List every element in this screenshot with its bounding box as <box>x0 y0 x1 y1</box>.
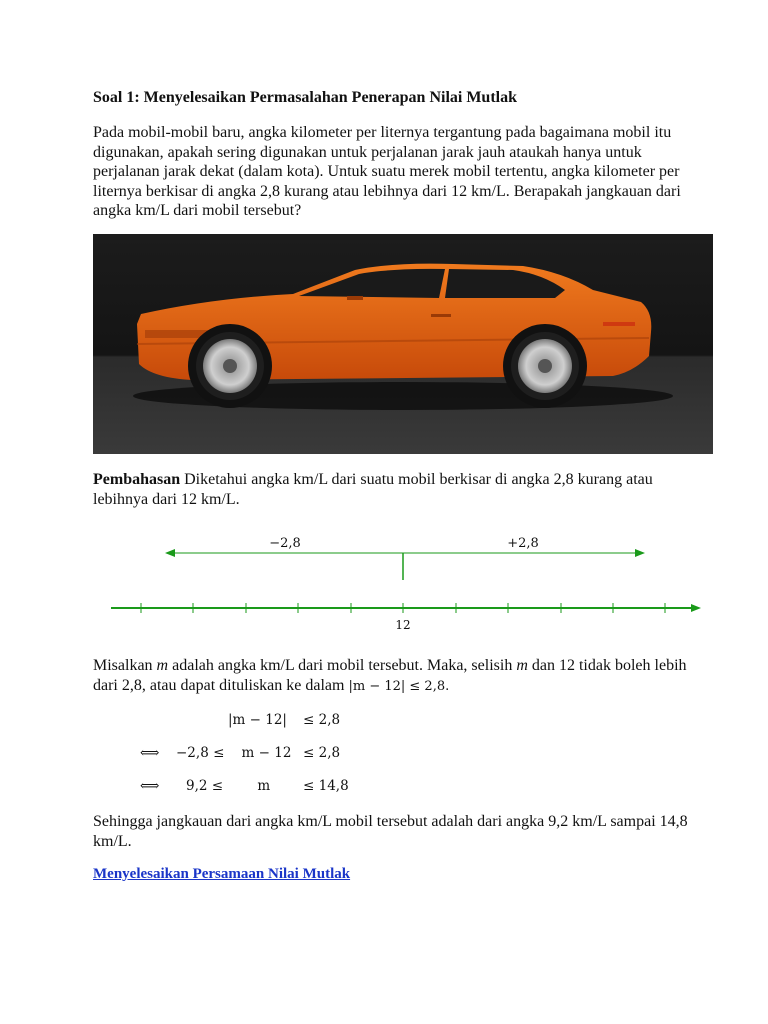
right-offset-label: +2,8 <box>507 536 539 551</box>
inline-inequality: |m − 12| ≤ 2,8. <box>348 678 450 694</box>
discussion-text: Diketahui angka km/L dari suatu mobil berkisar di angka 2,8 kurang atau lebihnya dari 12 km/L. <box>93 471 653 508</box>
equation-3-left: 9,2 ≤ m <box>186 778 271 794</box>
right-arrowhead <box>635 549 645 557</box>
problem-title: Soal 1: Menyelesaikan Permasalahan Penerapan Nilai Mutlak <box>93 89 517 106</box>
discussion-heading: Pembahasan <box>93 471 181 488</box>
equation-2-left: −2,8 ≤ m − 12 <box>176 745 292 761</box>
equation-2-prefix: ⟺ <box>140 745 160 761</box>
equation-3-right: ≤ 14,8 <box>303 778 349 794</box>
discussion-paragraph <box>93 470 693 509</box>
para3-text-1: Misalkan <box>93 657 157 674</box>
orange-muscle-car-image <box>93 234 713 454</box>
equation-2-right: ≤ 2,8 <box>303 745 341 761</box>
equation-3-prefix: ⟺ <box>140 778 160 794</box>
para3-text-3: dan 12 tidak boleh lebih dari 2,8, atau dapat dituliskan ke dalam <box>93 657 687 694</box>
equation-1-left: |m − 12| <box>228 712 287 728</box>
variable-paragraph <box>93 656 693 696</box>
equation-1-right: ≤ 2,8 <box>303 712 341 728</box>
car-illustration <box>93 234 713 454</box>
center-tick-label: 12 <box>395 618 411 632</box>
next-topic-link[interactable]: Menyelesaikan Persamaan Nilai Mutlak <box>93 866 351 882</box>
left-offset-label: −2,8 <box>269 536 301 551</box>
left-arrowhead <box>165 549 175 557</box>
number-line-diagram <box>93 528 713 638</box>
variable-m: m <box>156 657 169 674</box>
conclusion-paragraph: Sehingga jangkauan dari angka km/L mobil tersebut adalah dari angka 9,2 km/L sampai 14,8 km/L. <box>93 813 688 850</box>
problem-paragraph: Pada mobil-mobil baru, angka kilometer per liternya tergantung pada bagaimana mobil itu digunakan, apakah sering digunakan untuk perjalanan jarak jauh ataukah hanya untuk perjalanan jarak dekat (dalam kota). Untuk suatu merek mobil tertentu, angka kilometer per liternya berkisar di angka 2,8 kurang atau lebihnya dari 12 km/L. Berapakah jangkauan dari angka km/L dari mobil tersebut? <box>93 124 681 219</box>
axis-arrowhead <box>691 604 701 612</box>
variable-m: m <box>516 657 528 674</box>
para3-text-2: adalah angka km/L dari mobil tersebut. Maka, selisih <box>168 657 517 674</box>
